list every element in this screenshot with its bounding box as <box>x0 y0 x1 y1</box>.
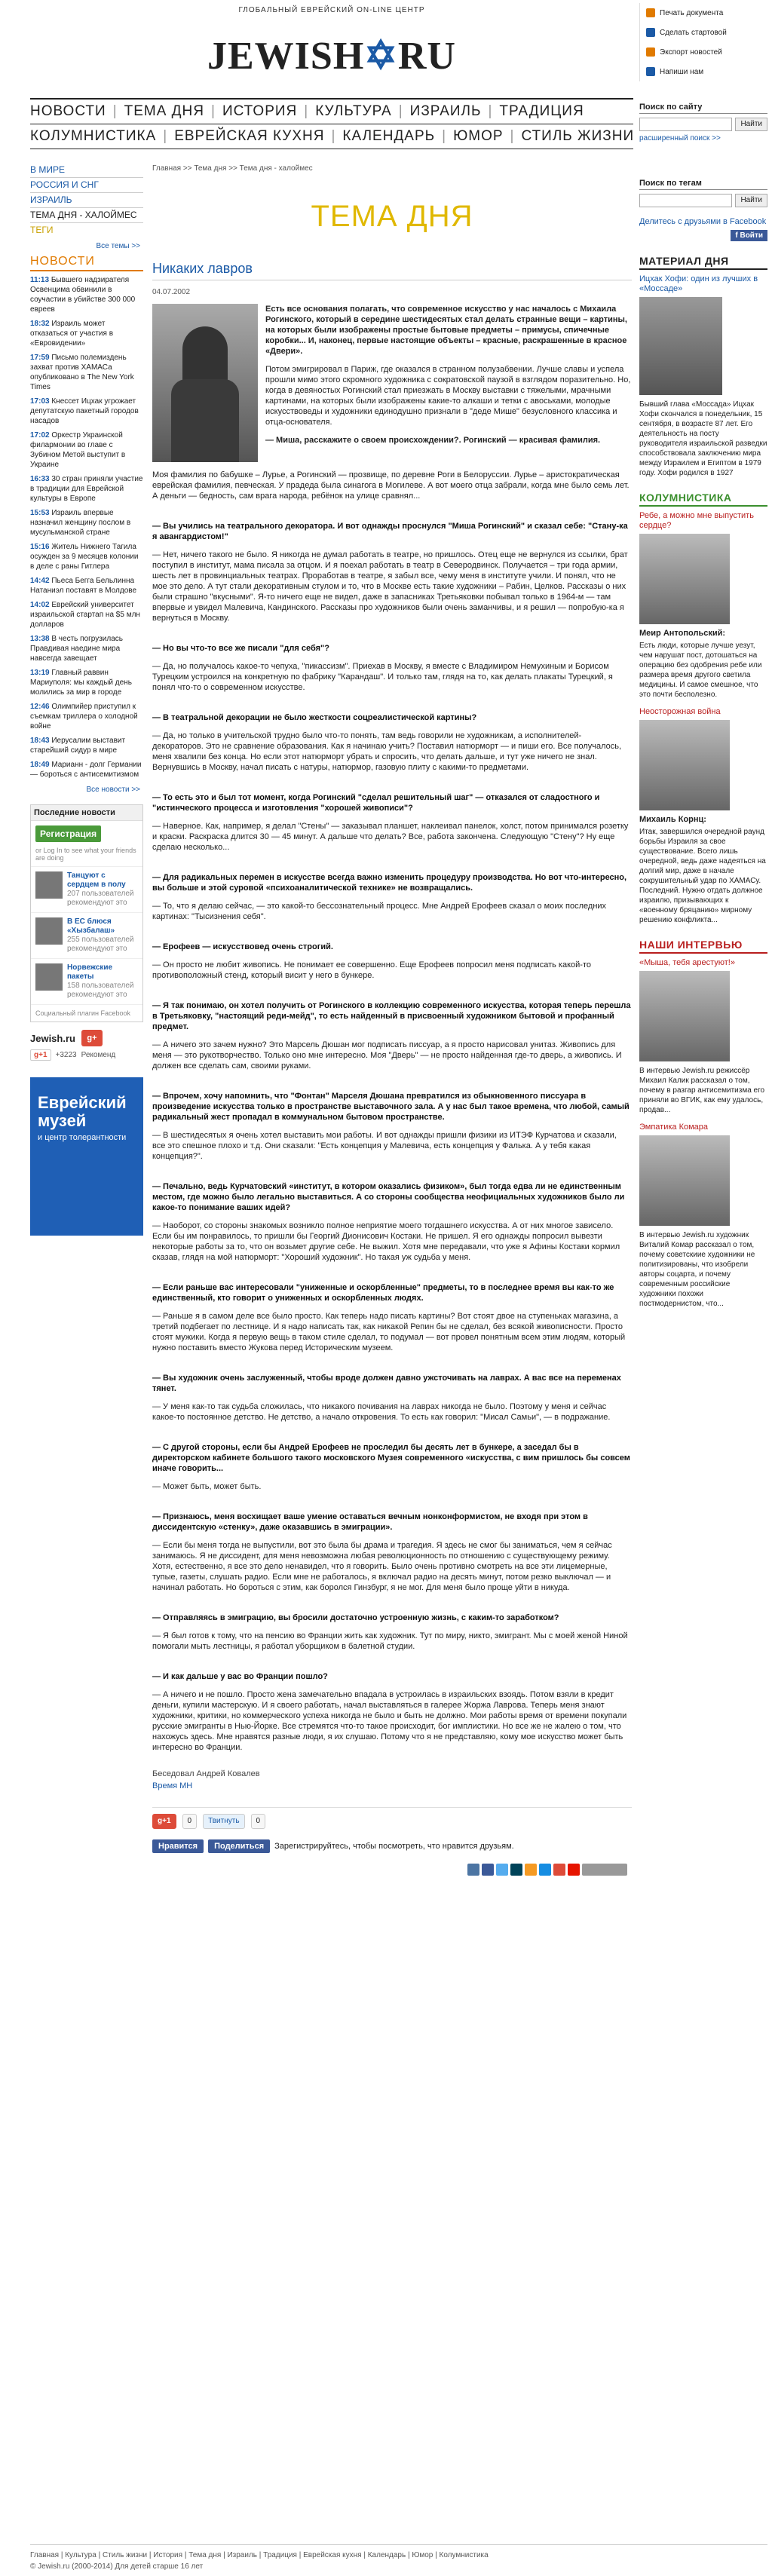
interview-question: — С другой стороны, если бы Андрей Ерофеев не проследил бы десять лет в бункере, а заседал бы в директорском кабинете большого такого московского Музея современного «искусства, с вим пришлось бы совсем иначе говорить... <box>152 1443 630 1473</box>
post-thumbnail <box>35 917 63 945</box>
facebook-like-button[interactable]: Нравится <box>152 1839 204 1853</box>
news-item[interactable] <box>30 508 143 538</box>
column2-link[interactable]: Неосторожная война <box>639 707 721 716</box>
news-time: 13:19 <box>30 669 50 677</box>
nav-columns[interactable]: КОЛУМНИСТИКА <box>30 128 157 144</box>
section-tags[interactable]: ТЕГИ <box>30 225 54 235</box>
interview-question: — Печально, ведь Курчатовский «институт, в котором оказались физиком», был тогда едва ли не единственным местом, где можно было легально выставиться. А со стороны сообщества неофициальных художников было ли какое-то понимание ваших идей? <box>152 1182 625 1212</box>
rss-export-label: Экспорт новостей <box>660 47 722 57</box>
news-headline: Оркестр Украинской филармонии во главе с Зубином Метой выступит в Украине <box>30 431 126 469</box>
news-time: 15:16 <box>30 543 50 551</box>
facebook-post[interactable] <box>31 912 142 958</box>
news-time: 17:03 <box>30 397 50 406</box>
contact-link[interactable] <box>646 62 767 81</box>
section-russia[interactable]: РОССИЯ И СНГ <box>30 179 143 193</box>
home-icon <box>646 28 655 37</box>
news-item[interactable] <box>30 600 143 629</box>
interview-question: — Впрочем, хочу напомнить, что "Фонтан" Марселя Дюшана превратился из обыкновенного писсуара в произведение искусства только в пространстве выставочного зала. А у нас был такое времена, что любой, самый радикальный жест пропадал в коммунальном бытовом пространстве. <box>152 1092 630 1122</box>
make-homepage-link[interactable] <box>646 23 767 42</box>
gplus-icon[interactable]: g+ <box>81 1030 103 1046</box>
post-title: Норвежские пакеты <box>67 963 113 981</box>
interview-question: — И как дальше у вас во Франции пошло? <box>152 1672 328 1681</box>
right-sidebar <box>639 103 767 1313</box>
gplus-page-name: Jewish.ru <box>30 1032 75 1044</box>
gplus-recommend-label: Рекоменд <box>81 1051 116 1059</box>
material-day-text: Бывший глава «Моссада» Ицхак Хофи скончался в понедельник, 15 сентября, в возрасте 87 лет. Его деятельность на посту руководителя израильской разведки способствовала заключению мира между Израилем и Египтом в 1979 году. Хофи родился в 1927 <box>639 400 767 477</box>
nav-culture[interactable]: КУЛЬТУРА <box>315 103 392 119</box>
logo-text: JEWISH <box>207 35 365 78</box>
make-homepage-label: Сделать стартовой <box>660 28 727 37</box>
interview-question: — Ерофеев — искусствовед очень строгий. <box>152 942 333 951</box>
facebook-register-button[interactable]: Регистрация <box>35 825 101 842</box>
advanced-search-link[interactable]: расширенный поиск >> <box>639 134 721 142</box>
facebook-share-text: Зарегистрируйтесь, чтобы посмотреть, что нравится друзьям. <box>274 1842 514 1851</box>
interview-answer: — Да, но получалось какое-то чепуха, "пикассизм". Приехав в Москву, я вместе с Владимиром Немухиным и Борисом Турецким устроился на конкретную по фабрику "Карандаш". И только там, глядя на то, как делать плакаты Турецкий, я понял что-то о современном искусстве. <box>152 662 613 692</box>
interview-answer: — У меня как-то так судьба сложилась, что никакого почивания на лаврах никогда не было. Поэтому у меня и сейчас какое-то постоянное детство. Не детство, а начало откровения. То есть как говорил: "Мисал Самьи", — в подражание. <box>152 1402 611 1422</box>
news-item[interactable] <box>30 760 143 780</box>
news-item[interactable] <box>30 576 143 596</box>
all-news-link[interactable]: Все новости >> <box>86 786 140 794</box>
facebook-login-button[interactable]: f Войти <box>731 230 767 241</box>
interview-text: В интервью Jewish.ru режиссёр Михаил Калик рассказал о том, почему в разгар антисемитизма его приняли во ВГИК, как ему удалось, продав... <box>639 1067 765 1114</box>
news-headline: Израиль впервые назначил женщину послом в мусульманской стране <box>30 509 131 537</box>
news-time: 12:46 <box>30 703 50 711</box>
logo-suffix: RU <box>397 35 456 78</box>
tag-search <box>639 194 767 207</box>
contact-label: Напиши нам <box>660 67 704 76</box>
interview-answer: — Если бы меня тогда не выпустили, вот это была бы драма и трагедия. Я здесь не смог бы заниматься, чем я сейчас занимаюсь. Я не диссидент, для меня невозможна любая революционность по отношению с существующему режиму. Хотя, естественно, я все это дело ненавидел, что я говорить. Было очень противно смотреть на все эти лицемерные, тупые, газеты, слушать радио. Если мне не работалось, я включал радио на десять минут, потом резко выключал — и начинал работать. Но бороться с этим, как боролся Гинзбург, я не мог. Для меня было проще уйти в никуда. <box>152 1541 612 1592</box>
livejournal-icon[interactable] <box>510 1864 522 1876</box>
interview-question: — В театральной декорации не было жесткости соцреалистической картины? <box>152 713 477 722</box>
facebook-share-button[interactable]: Поделиться <box>208 1839 270 1853</box>
post-thumbnail <box>35 963 63 991</box>
news-heading: НОВОСТИ <box>30 255 143 271</box>
section-haloymes[interactable]: ТЕМА ДНЯ - ХАЛОЙМЕС <box>30 210 143 223</box>
print-icon <box>646 8 655 17</box>
site-tagline: ГЛОБАЛЬНЫЙ ЕВРЕЙСКИЙ ON-LINE ЦЕНТР <box>238 6 425 14</box>
social-icons <box>152 1864 632 1876</box>
nav-israel[interactable]: ИЗРАИЛЬ <box>409 103 482 119</box>
nav-kitchen[interactable]: ЕВРЕЙСКАЯ КУХНЯ <box>174 128 325 144</box>
nav-calendar[interactable]: КАЛЕНДАРЬ <box>342 128 436 144</box>
interview-link[interactable]: «Мыша, тебя арестуют!» <box>639 958 735 967</box>
nav-history[interactable]: ИСТОРИЯ <box>222 103 298 119</box>
crumb-current: Тема дня - халоймес <box>239 164 313 173</box>
nav-topic-day[interactable]: ТЕМА ДНЯ <box>124 103 204 119</box>
all-themes-link[interactable]: Все темы >> <box>96 242 140 250</box>
tag-search-title: Поиск по тегам <box>639 179 767 190</box>
column-author-name: Меир Антопольский: <box>639 629 726 638</box>
rss-export-link[interactable] <box>646 42 767 62</box>
column-link[interactable]: Ребе, а можно мне выпустить сердце? <box>639 511 754 530</box>
site-search-button[interactable]: Найти <box>735 118 767 131</box>
post-thumbnail <box>35 871 63 899</box>
news-time: 14:42 <box>30 577 50 585</box>
section-israel[interactable]: ИЗРАИЛЬ <box>30 195 143 208</box>
news-time: 14:02 <box>30 601 50 609</box>
column2-author-photo[interactable] <box>639 720 730 810</box>
news-time: 18:32 <box>30 320 50 328</box>
breadcrumb: Главная >> Тема дня >> Тема дня - халоймес <box>152 164 313 173</box>
news-time: 18:49 <box>30 761 50 769</box>
site-search <box>639 118 767 131</box>
interview-question: — Я так понимаю, он хотел получить от Рогинского в коллекцию современного искусства, которая теперь перешла в Третьяковку, "настоящий реди-мейд", то есть найденный в присвоенный художником бытовой и профанный предмет. <box>152 1001 631 1031</box>
article-photo <box>152 304 258 462</box>
tweet-button[interactable]: Твитнуть <box>203 1814 244 1829</box>
column-author-photo[interactable] <box>639 534 730 624</box>
gplus-count: +3223 <box>55 1051 77 1059</box>
news-headline: Письмо полемиздень захват против ХАМАСа опубликовано в The New York Times <box>30 354 134 391</box>
interview-answer: — Наоборот, со стороны знакомых возникло полное неприятие моего тогдашнего искусства. А от них многое зависело. Если бы им понравилось, то пришли бы Георгий Дионисович Костаки. Не пришел. Я его однажды попросил вывезти некоторые работы за то, что он возьмет другие себе. Не выжил. Хотя мне передавали, что уже я Афины Костаки кормил сказав, глядя на мой натюрморт: "Хороший художник". Но такая уж судьба у меня. <box>152 1221 620 1262</box>
facebook-post[interactable] <box>31 866 142 912</box>
interview-question: — Отправляясь в эмиграцию, вы бросили достаточно устроенную жизнь, с каким-то заработком? <box>152 1613 559 1622</box>
interview-answer: — Нет, ничего такого не было. Я никогда не думал работать в театре, но пришлось. Отец еще не вернулся из ссылки, брат поступил в институт, мама писала за отцом. И я поехал работать в театр в Северодвинск. Получается – три года армии, шесть лет в провинциальных театрах. Проработав в театре, я забыл все, чему меня в институте учили. И понял, что не мое это дело. А тут стали декоративным стулом и то, что в Москве есть такие художники – Рабин, Целков. Рассказы о них были страшно "вкусными". Я-то ничего еще не видел, даже в запасниках Третьяковки побывал только в 1964-м — там впервые и увидел Малевича, Кандинского. Рассказы про художников были очень заманчивы, и я решил — попробую-ка я вернуться в Москву. <box>152 550 628 623</box>
article-paragraph: Потом эмигрировал в Париж, где оказался в странном полузабвении. Лучше славы и успела прошли мимо этого скромного художника с сократовской паузой в взглядом поразительно. Но, когда в девяностых Рогинский стал приезжать в Москву выставки с тяжелыми, мрачными картинами, на которых были изображены какие-то алкаши и тетки с авоськами, молодые искусствоведы и художники единодушно признали в "деде Мише" безусловного классика и отца-основателя. <box>265 365 631 427</box>
section-list <box>30 164 143 236</box>
news-list <box>30 275 143 780</box>
news-item[interactable] <box>30 474 143 504</box>
odnoklassniki-icon[interactable] <box>525 1864 537 1876</box>
column2-author-name: Михаиль Корнц: <box>639 815 706 824</box>
twitter-icon[interactable] <box>496 1864 508 1876</box>
material-day-heading: МАТЕРИАЛ ДНЯ <box>639 255 767 270</box>
news-headline: Бывшего надзирателя Освенцима обвинили в соучастии в убийстве 300 000 евреев <box>30 276 136 314</box>
interview2-link[interactable]: Эмпатика Комара <box>639 1123 709 1132</box>
news-headline: Израиль может отказаться от участия в «Евровидении» <box>30 320 114 348</box>
main-content <box>152 164 632 1876</box>
post-meta: 158 пользователей рекомендуют это <box>67 982 134 999</box>
lead-text: Есть все основания полагать, что современное искусство у нас началось с Михаила Рогинского, который в середине шестидесятых стал делать странные вещи – картины, на которых были изображены простые бытовые предметы – примусы, спичечные коробки... И, наконец, первые настоящие объекты – красные, раскрашенные в красное «Двери». <box>265 305 627 356</box>
news-headline: Еврейский университет израильской стартап на $5 млн долларов <box>30 601 140 629</box>
news-headline: Марианн - долг Германии — бороться с антисемитизмом <box>30 761 142 779</box>
tag-search-input[interactable] <box>639 194 732 207</box>
facebook-share <box>152 1839 632 1853</box>
news-time: 15:53 <box>30 509 50 517</box>
museum-subtitle: и центр толерантности <box>38 1133 127 1142</box>
interview-answer: — Раньше я в самом деле все было просто. Как теперь надо писать картины? Вот стоят двое на ступеньках магазина, а третий подбегает по лестнице. И я надо написать так, как никакой Репин бы не сделал, без всякой живописности. Просто стоят мужики. Когда я первую вещь в таком стиле сделал, то подумал — вот провел понятным всем этим людям, который нужно поставить вместо Жукова перед Историческим музеем. <box>152 1312 626 1352</box>
news-item[interactable] <box>30 430 143 470</box>
interview-answer: — Наверное. Как, например, я делал "Стены" — заказывал планшет, наклеивал панелок, холст, потом принимался розетку и краски. Раскраска длится 30 — 45 минут. А дальше что делать? Все, работа закончена. Следующую "Стену"? Ну еще сделаю несколько... <box>152 822 629 852</box>
news-item[interactable] <box>30 702 143 731</box>
interview-question: — То есть это и был тот момент, когда Рогинский "сделал решительный шаг" — отказался от сладостного и "истинческого процесса и изготовления "хорошей живописи"? <box>152 793 600 813</box>
museum-title: Еврейский музей <box>38 1093 127 1130</box>
main-navigation <box>30 98 633 149</box>
columns-heading: КОЛУМНИСТИКА <box>639 492 767 507</box>
post-title: Танцуют с сердцем в полу <box>67 871 126 889</box>
news-time: 17:59 <box>30 354 50 362</box>
news-time: 17:02 <box>30 431 50 440</box>
nav-lifestyle[interactable]: СТИЛЬ ЖИЗНИ <box>521 128 635 144</box>
mailru-icon[interactable] <box>539 1864 551 1876</box>
news-item[interactable] <box>30 353 143 392</box>
facebook-plugin-note: Социальный плагин Facebook <box>31 1004 142 1022</box>
crumb-topic[interactable]: Тема дня <box>194 164 227 173</box>
nav-tradition[interactable]: ТРАДИЦИЯ <box>499 103 584 119</box>
column2-text: Итак, завершился очередной раунд борьбы Израиля за свое существование. Всего лишь очередной, ведь даже надеяться на долгий мир, даже в начале сокрушительный удар по ХАМАСу. Последний. Нужно отдать должное израилю, призывающих к «военному бряцанию» мирному решению конфликта... <box>639 828 766 924</box>
news-headline: 30 стран приняли участие в традиции для Еврейской культуры в Европе <box>30 475 143 503</box>
nav-humor[interactable]: ЮМОР <box>453 128 504 144</box>
material-day-link[interactable]: Ицхак Хофи: один из лучших в «Моссаде» <box>639 274 758 293</box>
footer-links[interactable]: Главная | Культура | Стиль жизни | История | Тема дня | Израиль | Традиция | Еврейская кухня | Календарь | Юмор | Колумнистика <box>30 2551 489 2559</box>
article-lead <box>152 304 632 462</box>
article-paragraph: Моя фамилия по бабушке – Лурье, а Рогинский — прозвище, по деревне Роги в Белоруссии. Лурье – аристократическая еврейская фамилия, певческая. У прадеда была синагога в Могилеве. А вот моего отца забрали, когда мне было семь лет. А деньги — бедность, сам врага народа, ребёнок на улице сравнял... <box>152 470 630 501</box>
news-item[interactable] <box>30 542 143 571</box>
utility-links <box>639 3 767 81</box>
article-source[interactable]: Время МН <box>152 1781 193 1790</box>
news-item[interactable] <box>30 275 143 314</box>
article-author: Беседовал Андрей Ковалев <box>152 1769 260 1778</box>
interview-answer: — А ничего и не пошло. Просто жена замечательно впадала в устроилась в израильских взоядь. Потом взяли в кредит деньги, купили мастерскую. И я своего работать, начал выставляться в галерее Жоржа Лаврова. Теперь меня знают художники, критики, но коммерческого успеха никогда не было и быть не должно. Мои работы время от времени покупали русские эмигранты в Нью-Йорке. Все стремятся что-то такое происходит, бог имплистики. Но все же не жалею о том, что нахожусь здесь. Мне нравятся разные люди, я их слушаю. Потому что я не представляю, кому мое искусство может быть интересно во Франции. <box>152 1690 627 1752</box>
article-date: 04.07.2002 <box>152 288 191 296</box>
news-item[interactable] <box>30 634 143 663</box>
news-headline: Житель Нижнего Тагила осужден за 9 месяцев колонии в деле с раны Гитлера <box>30 543 139 571</box>
nav-row-2: КОЛУМНИСТИКА | ЕВРЕЙСКАЯ КУХНЯ | КАЛЕНДАРЬ | ЮМОР | СТИЛЬ ЖИЗНИ <box>30 124 633 149</box>
left-sidebar <box>30 164 143 1236</box>
interview-question: — Но вы что-то все же писали "для себя"? <box>152 644 329 653</box>
interview-question: — Вы художник очень заслуженный, чтобы вроде должен давно ужсточивать на лаврах. А вас все на переменах тянет. <box>152 1374 621 1393</box>
post-title: В ЕС блюся «Хызбалаш» <box>67 917 115 935</box>
site-search-input[interactable] <box>639 118 732 131</box>
museum-banner[interactable] <box>30 1077 143 1236</box>
share-more-icon[interactable] <box>582 1864 627 1876</box>
interview-photo[interactable] <box>639 971 730 1061</box>
news-headline: Иерусалим выставит старейший сидур в мире <box>30 737 126 755</box>
share-bar <box>152 1807 632 1829</box>
material-day-photo[interactable] <box>639 297 722 395</box>
news-item[interactable] <box>30 397 143 426</box>
interview-question: — Признаюсь, меня восхищает ваше умение оставаться вечным нонконформистом, не входя при этом в диссидентскую «стенку», даже оказавшись в эмиграции». <box>152 1512 588 1532</box>
news-time: 18:43 <box>30 737 50 745</box>
news-time: 16:33 <box>30 475 50 483</box>
news-time: 11:13 <box>30 276 50 284</box>
gplus-recommend <box>30 1049 143 1061</box>
post-meta: 207 пользователей рекомендуют это <box>67 890 134 907</box>
interview-question: — Вы учились на театрального декоратора. И вот однажды проснулся "Миша Рогинский" и сказал себе: "Стану-ка я авангардистом!" <box>152 522 628 541</box>
news-headline: Кнессет Ицхак угрожает депутатскую пакетный городов насадов <box>30 397 139 425</box>
facebook-login-hint: or Log In to see what your friends are doing <box>35 847 136 862</box>
interview-answer: — В шестидесятых я очень хотел выставить мои работы. И вот однажды пришли физики из ИТЭФ Курчатова и сказали, все это спешное плохо и т.д. Они сказали: "Есть концепция у Малевича, есть концепция у Фалька. А у тебя какая концепция?". <box>152 1131 617 1161</box>
news-item[interactable] <box>30 668 143 697</box>
post-meta: 255 пользователей рекомендуют это <box>67 936 134 953</box>
interview2-photo[interactable] <box>639 1135 730 1226</box>
interviews-heading: НАШИ ИНТЕРВЬЮ <box>639 939 767 954</box>
print-label: Печать документа <box>660 8 724 17</box>
tweet-count: 0 <box>251 1814 266 1829</box>
news-time: 13:38 <box>30 635 50 643</box>
article-title: Никаких лавров <box>152 261 632 280</box>
facebook-post[interactable] <box>31 958 142 1004</box>
gplus-share-count: 0 <box>182 1814 198 1829</box>
interview-body <box>152 521 632 1753</box>
news-headline: Главный раввин Мариуполя: мы каждый день молились за мир в городе <box>30 669 132 697</box>
tag-search-button[interactable]: Найти <box>735 194 767 207</box>
nav-row-1: НОВОСТИ | ТЕМА ДНЯ | ИСТОРИЯ | КУЛЬТУРА | ИЗРАИЛЬ | ТРАДИЦИЯ <box>30 100 633 124</box>
footer <box>30 2544 767 2571</box>
news-item[interactable] <box>30 319 143 348</box>
site-search-title: Поиск по сайту <box>639 103 767 114</box>
facebook-widget-title: Последние новости <box>31 805 142 821</box>
facebook-icon[interactable] <box>482 1864 494 1876</box>
interview-question: — Если раньше вас интересовали "униженные и оскорбленные" предметы, то в последнее время вы как-то же единственный, кто говорит о униженных и оскорбленных людях. <box>152 1283 614 1303</box>
news-item[interactable] <box>30 736 143 755</box>
nav-news[interactable]: НОВОСТИ <box>30 103 106 119</box>
mail-icon <box>646 67 655 76</box>
interview-answer: — Я был готов к тому, что на пенсию во Франции жить как художник. Тут по миру, никто, эмигрант. Мы с моей женой Ниной помогали мыть лестницы, я работал уборщиком в балетной студии. <box>152 1631 628 1651</box>
section-world[interactable]: В МИРЕ <box>30 164 143 178</box>
facebook-widget <box>30 804 143 1022</box>
interview-answer: — Он просто не любит живопись. Не понимает ее совершенно. Еще Ерофеев попросил меня подписать какой-то противоположный стенд, который висит у него в бункере. <box>152 960 591 980</box>
google-icon[interactable] <box>553 1864 565 1876</box>
yandex-icon[interactable] <box>568 1864 580 1876</box>
page-title: ТЕМА ДНЯ <box>311 200 473 233</box>
interview-answer: — Может быть, может быть. <box>152 1482 262 1491</box>
interview2-text: В интервью Jewish.ru художник Виталий Комар рассказал о том, почему советскиие художники не политизированы, что изобрели авторы соцарта, и почему современным российские художники похожи постмодернистом, что... <box>639 1231 755 1308</box>
news-headline: Олимпийер приступил к съемкам триллера о холодной войне <box>30 703 138 731</box>
gplus-share-button[interactable]: g+1 <box>152 1814 176 1829</box>
interview-answer: — Да, но только в учительской трудно было что-то понять, там ведь говорили не художникам, а исполнителей-декораторов. Это не сравнение образования. Как я начинаю учить? Поставил натюрморт — и пиши его. Все получалось, меня хвалили без конца. Но если этот натюрморт убрать и спросить, что делать дальше, и тут уже ничего не знал. Вернувшись в Москву, начал писать с натуры, натюрмор, газовую плиту с какими-то предметами. <box>152 731 622 772</box>
facebook-share-prompt: Делитесь с друзьями в Facebook <box>639 217 767 226</box>
site-logo[interactable] <box>30 33 633 78</box>
column-text: Есть люди, которые лучше уезут, чем нарушат пост, дотошаться на операцию без одобрения ребе или размера время другого светила медицины. И самое смешное, что это почти бесполезно. <box>639 642 762 699</box>
rss-icon <box>646 47 655 57</box>
print-link[interactable] <box>646 3 767 23</box>
interview-question: — Для радикальных перемен в искусстве всегда важно изменить процедуру производства. Но вот что-интересно, вы больше и этой суровой «психоаналитической технике» не возвращались. <box>152 873 627 893</box>
footer-copyright: © Jewish.ru (2000-2014) Для детей старше 16 лет <box>30 2562 204 2571</box>
gplus-widget <box>30 1030 143 1046</box>
interview-answer: — То, что я делаю сейчас, — это какой-то бессознательный процесс. Мне Андрей Ерофеев сказал о моих последних картинах: "Тысизнения себя". <box>152 902 607 921</box>
gplus-plus-button[interactable]: g+1 <box>30 1049 51 1061</box>
interview-answer: — А ничего это зачем нужно? Это Марсель Дюшан мог подписать писсуар, а я просто нарисовал унитаз. Живопись для меня — это рукотворчество. Только оно мне интересно. Моя "Дверь" — не просто найденная где-то дверь, а живопись. И должен все сделать сам, своими руками. <box>152 1040 622 1071</box>
crumb-home[interactable]: Главная <box>152 164 182 173</box>
star-of-david-icon: ✡ <box>364 35 398 78</box>
news-headline: Пьеса Бегга Бельлинна Натаниэл поставят в Молдове <box>30 577 137 595</box>
vk-icon[interactable] <box>467 1864 479 1876</box>
article-question: — Миша, расскажите о своем происхождении?. Рогинский — красивая фамилия. <box>265 436 601 445</box>
news-headline: В честь погрузилась Правдивая наедине мира навсегда завещает <box>30 635 123 663</box>
